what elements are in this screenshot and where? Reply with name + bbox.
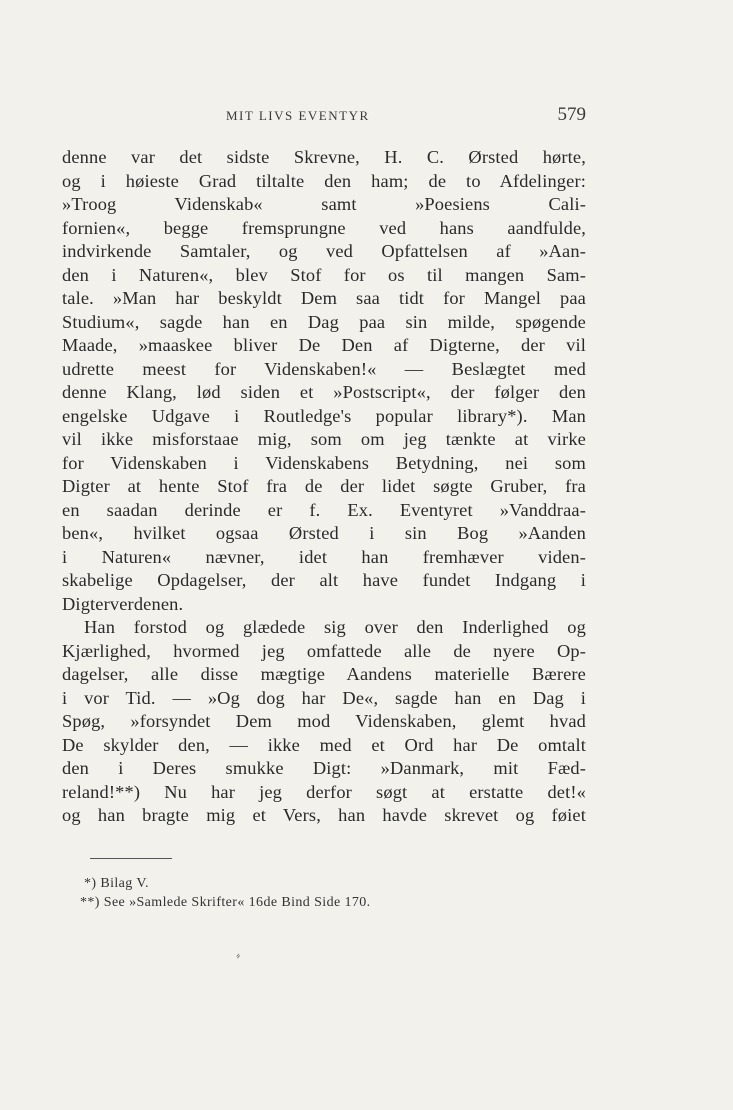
text-line: den i Deres smukke Digt: »Danmark, mit Fæd-: [62, 758, 586, 778]
text-line: en saadan derinde er f. Ex. Eventyret »Vanddraa-: [62, 499, 586, 520]
text-line: og i høieste Grad tiltalte den ham; de to Afdelinger:: [62, 170, 586, 191]
running-title: MIT LIVS EVENTYR: [226, 108, 370, 123]
text-line: reland!**) Nu har jeg derfor søgt at erstatte det!«: [62, 781, 586, 802]
running-header: [226, 104, 586, 125]
text-line: dagelser, alle disse mægtige Aandens materielle Bærere: [62, 664, 586, 684]
ink-speck: ⸗: [233, 947, 243, 963]
text-line: den i Naturen«, blev Stof for os til mangen Sam-: [62, 264, 586, 285]
text-line: fornien«, begge fremsprungne ved hans aandfulde,: [62, 217, 586, 238]
text-line: Han forstod og glædede sig over den Inderlighed og: [84, 617, 586, 637]
text-line: Kjærlighed, hvormed jeg omfattede alle de nyere Op-: [62, 640, 586, 661]
text-line: i Naturen« nævner, idet han fremhæver viden-: [62, 546, 586, 567]
text-line: i vor Tid. — »Og dog har De«, sagde han en Dag i: [62, 687, 586, 708]
body-text: [62, 146, 586, 828]
text-line: Studium«, sagde han en Dag paa sin milde, spøgende: [62, 311, 586, 332]
text-line: »Troog Videnskab« samt »Poesiens Cali-: [62, 194, 586, 214]
footnote-1: *) Bilag V.: [84, 876, 149, 891]
text-line: tale. »Man har beskyldt Dem saa tidt for Mangel paa: [62, 288, 586, 308]
text-line: ben«, hvilket ogsaa Ørsted i sin Bog »Aanden: [62, 523, 586, 543]
text-line: denne Klang, lød siden et »Postscript«, der følger den: [62, 382, 586, 402]
text-line: engelske Udgave i Routledge's popular library*). Man: [62, 405, 586, 426]
text-line: Digter at hente Stof fra de der lidet søgte Gruber, fra: [62, 476, 586, 496]
text-line: skabelige Opdagelser, der alt have fundet Indgang i: [62, 570, 586, 590]
text-line: vil ikke misforstaae mig, som om jeg tænkte at virke: [62, 429, 586, 449]
footnote-2: **) See »Samlede Skrifter« 16de Bind Side 170.: [80, 895, 371, 910]
text-line: denne var det sidste Skrevne, H. C. Ørsted hørte,: [62, 147, 586, 167]
text-line: Spøg, »forsyndet Dem mod Videnskaben, glemt hvad: [62, 711, 586, 731]
page-number: 579: [557, 104, 586, 125]
footnotes: [80, 874, 520, 912]
text-line: indvirkende Samtaler, og ved Opfattelsen af »Aan-: [62, 241, 586, 261]
text-line: for Videnskaben i Videnskabens Betydning, nei som: [62, 452, 586, 473]
text-line: og han bragte mig et Vers, han havde skrevet og føiet: [62, 805, 586, 825]
footnote-divider: [90, 858, 172, 859]
text-line: De skylder den, — ikke med et Ord har De omtalt: [62, 734, 586, 755]
text-line: Digterverdenen.: [62, 593, 184, 614]
text-line: Maade, »maaskee bliver De Den af Digterne, der vil: [62, 335, 586, 355]
text-line: udrette meest for Videnskaben!« — Beslægtet med: [62, 358, 586, 379]
